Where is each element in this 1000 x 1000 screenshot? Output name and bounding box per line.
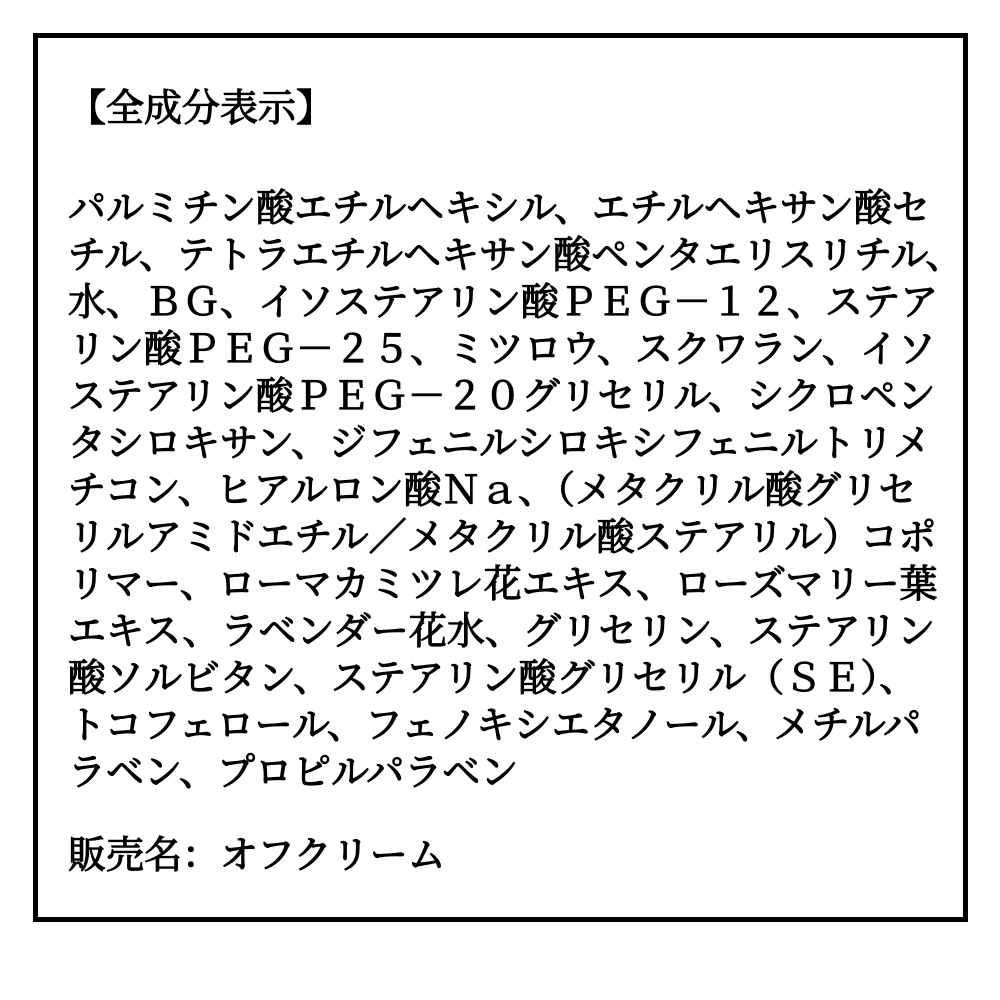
ingredients-line: パルミチン酸エチルヘキシル、エチルヘキサン酸セ — [68, 186, 931, 230]
ingredients-line: ラベン、プロピルパラベン — [68, 750, 519, 794]
spacer — [68, 796, 943, 832]
ingredients-line: 水、ＢＧ、イソステアリン酸ＰＥＧ－１２、ステア — [68, 280, 939, 324]
ingredients-line: チコン、ヒアルロン酸Ｎａ、（メタクリル酸グリセ — [68, 468, 917, 512]
section-heading: 【全成分表示】 — [68, 86, 335, 130]
ingredients-line: チル、テトラエチルヘキサン酸ペンタエリスリチル、 — [68, 233, 964, 277]
spacer — [68, 132, 943, 185]
ingredients-line: 酸ソルビタン、ステアリン酸グリセリル（ＳＥ）、 — [68, 656, 918, 700]
ingredients-line: リン酸ＰＥＧ－２５、ミツロウ、スクワラン、イソ — [68, 327, 936, 371]
product-name: 販売名：オフクリーム — [68, 833, 446, 877]
ingredients-line: タシロキサン、ジフェニルシロキシフェニルトリメ — [68, 421, 932, 465]
ingredients-line: トコフェロール、フェノキシエタノール、メチルパ — [68, 703, 922, 747]
ingredients-paragraph — [68, 185, 964, 796]
ingredients-line: リルアミドエチル／メタクリル酸ステアリル）コポ — [68, 515, 937, 559]
ingredients-line: ステアリン酸ＰＥＧ－２０グリセリル、シクロペン — [68, 374, 936, 418]
ingredient-label-box — [33, 33, 968, 922]
ingredients-line: リマー、ローマカミツレ花エキス、ローズマリー葉 — [68, 562, 938, 606]
ingredients-line: エキス、ラベンダー花水、グリセリン、ステアリン — [68, 609, 936, 653]
